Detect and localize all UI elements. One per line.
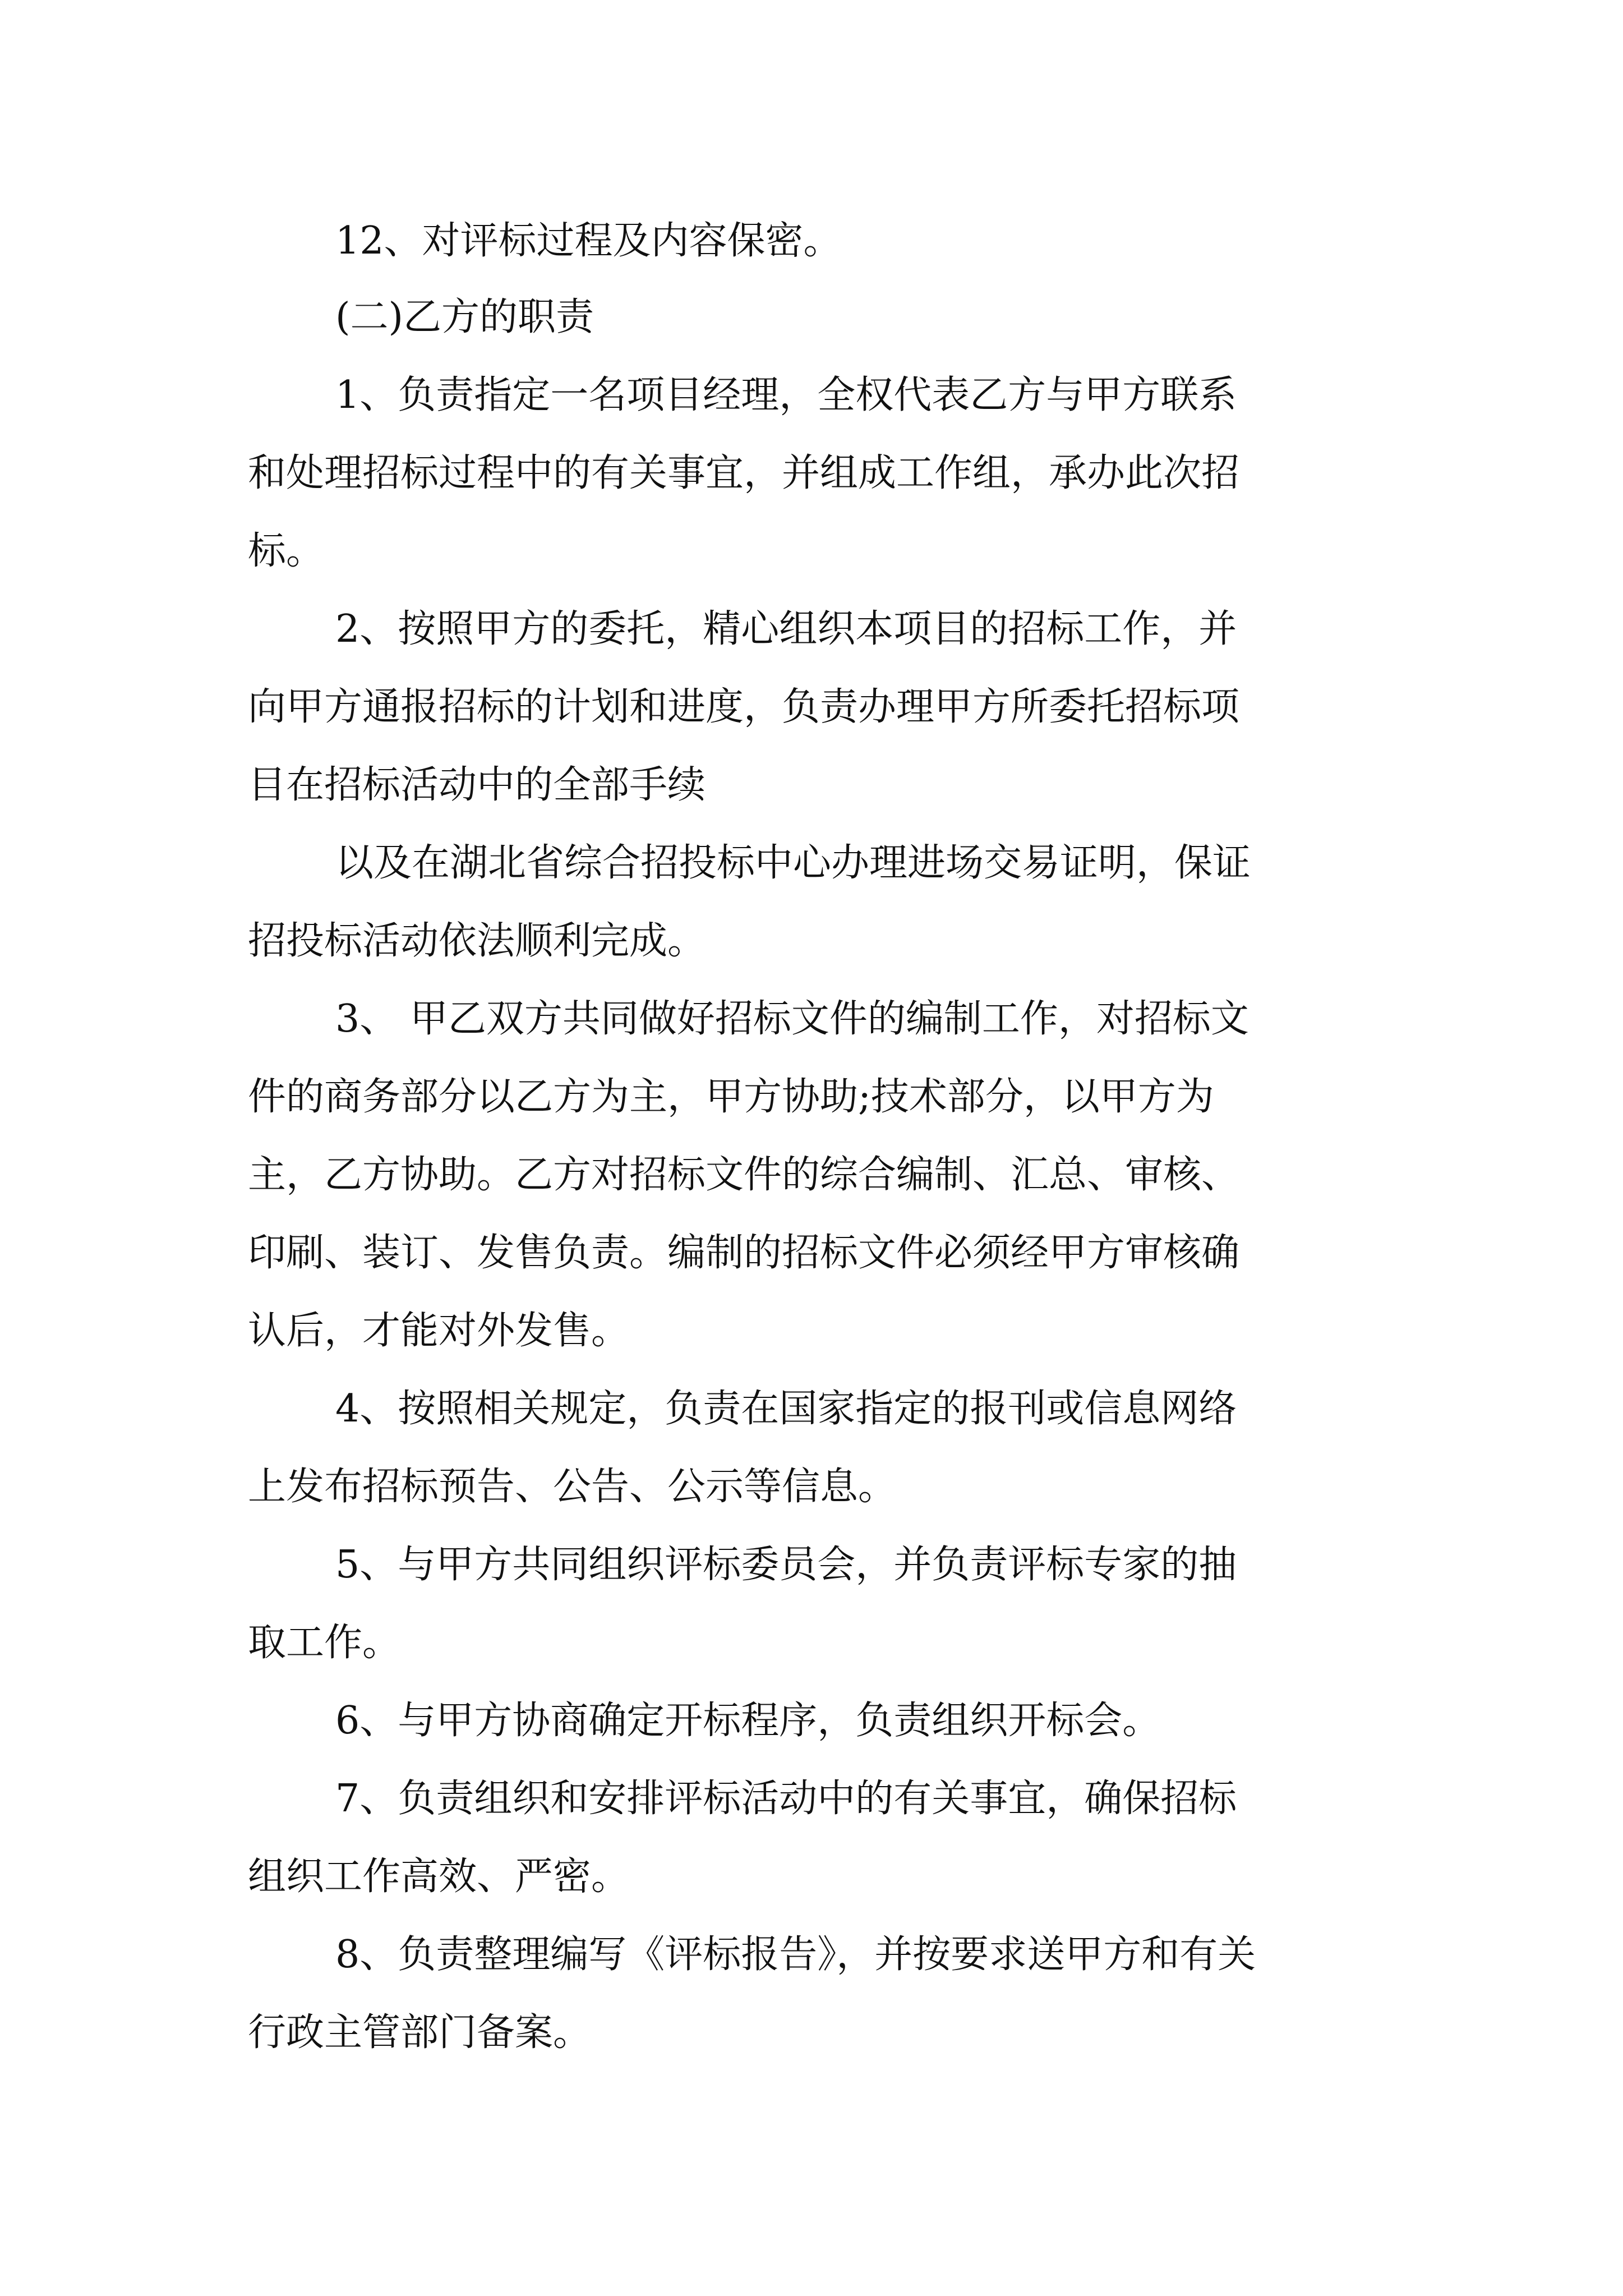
text-line-10: 招投标活动依法顺利完成。	[248, 919, 706, 963]
text-line-20: 6、与甲方协商确定开标程序，负责组织开标会。	[335, 1699, 1161, 1743]
text-line-19: 取工作。	[248, 1621, 401, 1665]
text-line-13: 主，乙方协助。乙方对招标文件的综合编制、汇总、审核、	[248, 1153, 1240, 1197]
text-line-9: 以及在湖北省综合招投标中心办理进场交易证明，保证	[335, 841, 1251, 885]
text-line-12: 件的商务部分以乙方为主，甲方协助;技术部分，以甲方为	[248, 1075, 1214, 1119]
text-line-1: 12、对评标过程及内容保密。	[335, 219, 842, 263]
text-line-5: 标。	[248, 529, 325, 573]
text-line-24: 行政主管部门备案。	[248, 2010, 592, 2055]
text-line-18: 5、与甲方共同组织评标委员会，并负责评标专家的抽	[335, 1543, 1237, 1587]
text-line-15: 认后，才能对外发售。	[248, 1309, 630, 1353]
text-line-21: 7、负责组织和安排评标活动中的有关事宜，确保招标	[335, 1777, 1237, 1821]
text-line-17: 上发布招标预告、公告、公示等信息。	[248, 1465, 897, 1509]
text-line-7: 向甲方通报招标的计划和进度，负责办理甲方所委托招标项	[248, 685, 1240, 729]
text-line-11: 3、 甲乙双方共同做好招标文件的编制工作，对招标文	[335, 997, 1249, 1041]
text-line-4: 和处理招标过程中的有关事宜，并组成工作组，承办此次招	[248, 451, 1240, 495]
text-line-14: 印刷、装订、发售负责。编制的招标文件必须经甲方审核确	[248, 1231, 1240, 1275]
text-line-23: 8、负责整理编写《评标报告》，并按要求送甲方和有关	[335, 1932, 1256, 1977]
text-line-3: 1、负责指定一名项目经理，全权代表乙方与甲方联系	[335, 373, 1237, 417]
text-line-2: (二)乙方的职责	[335, 295, 594, 339]
text-line-6: 2、按照甲方的委托，精心组织本项目的招标工作，并	[335, 607, 1237, 651]
text-line-16: 4、按照相关规定，负责在国家指定的报刊或信息网络	[335, 1387, 1237, 1431]
text-line-22: 组织工作高效、严密。	[248, 1855, 630, 1899]
text-line-8: 目在招标活动中的全部手续	[248, 763, 706, 807]
